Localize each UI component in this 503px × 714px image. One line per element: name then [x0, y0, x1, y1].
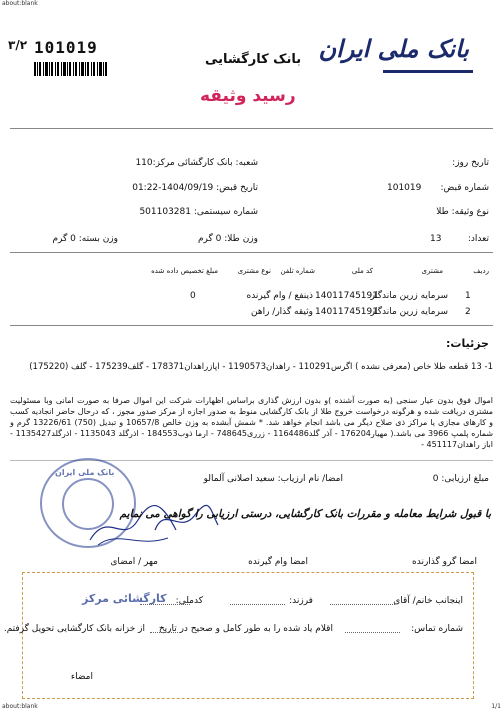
receipt-date: تاریخ قبض: 1404/09/19-01:22	[132, 183, 258, 193]
signature-borrower: امضا وام گیرنده	[248, 557, 308, 567]
page-number: 1/1	[491, 703, 501, 710]
table-cell-idx: 2	[465, 307, 471, 317]
receipt-no-value: 101019	[387, 183, 422, 193]
system-number: شماره سیستمی: 501103281	[139, 207, 258, 217]
table-cell-amount: 0	[190, 291, 196, 301]
col-customer-type: نوع مشتری	[237, 267, 271, 275]
release-name-field[interactable]	[330, 604, 395, 605]
release-phone-field[interactable]	[345, 632, 400, 633]
count-value: 13	[430, 234, 442, 244]
table-cell-name: سرمایه زرین ماندگار	[370, 291, 448, 301]
header-title: رسید وثیقه	[200, 86, 296, 106]
release-statement: اقلام یاد شده را به طور کامل و صحیح در تاریخ	[158, 624, 333, 634]
divider	[10, 252, 493, 253]
release-date-field[interactable]	[150, 632, 180, 633]
top-url: about:blank	[2, 0, 38, 7]
col-amount: مبلغ تخصیص داده شده	[151, 267, 218, 275]
divider	[10, 128, 493, 129]
divider	[10, 325, 493, 326]
col-customer: مشتری	[421, 267, 443, 275]
appraiser-name: امضا/ نام ارزیاب: سعید اصلانی آلمالو	[203, 474, 343, 484]
release-nid-field[interactable]	[140, 604, 190, 605]
branch-stamp: کارگشائی مرکز	[82, 592, 167, 605]
table-cell-nid: 14011745191	[315, 307, 378, 317]
col-row: ردیف	[473, 267, 489, 275]
table-cell-idx: 1	[465, 291, 471, 301]
release-father-label: فرزند:	[289, 596, 313, 606]
release-father-field[interactable]	[230, 604, 285, 605]
confirmation-statement: با قبول شرایط معامله و مقررات بانک کارگشایی، درستی ارزیابی را گواهی می نمایم	[119, 508, 491, 520]
release-signature-label: امضاء	[70, 672, 93, 682]
release-nid-label: کدملی:	[175, 596, 203, 606]
footer-url: about:blank	[2, 703, 38, 710]
appraisal-amount: مبلغ ارزیابی: 0	[432, 474, 489, 484]
date-label: تاریخ روز:	[452, 158, 489, 168]
release-phone-label: شماره تماس:	[411, 624, 463, 634]
receipt-number: 101019	[34, 38, 98, 57]
signature-pawner: امضا گرو گذارنده	[412, 557, 477, 567]
barcode	[34, 62, 108, 76]
detail-line: 1- 13 قطعه طلا خاص (معرفی نشده ) اگرس110291 - راهدان1190573 - اپازراهدان178371 - گلف175239 - گلف (175220)	[29, 362, 493, 372]
table-cell-type: وثیقه گذار/ راهن	[251, 307, 313, 317]
receipt-no-label: شماره قبض:	[440, 183, 489, 193]
details-title: جزئیات:	[446, 337, 489, 350]
bank-logo: بانک ملی ایران	[318, 34, 469, 63]
table-cell-type: ذینفع / وام گیرنده	[246, 291, 313, 301]
logo-underline	[383, 70, 473, 73]
seal-text: بانک ملی ایران	[55, 468, 115, 477]
col-national-id: کد ملی	[351, 267, 373, 275]
signature-seal: مهر / امضای	[110, 557, 158, 567]
collateral-type: نوع وثیقه: طلا	[436, 207, 489, 217]
gold-weight: وزن طلا: 0 گرم	[197, 234, 258, 244]
table-cell-name: سرمایه زرین ماندگار	[370, 307, 448, 317]
body-text: اموال فوق بدون عیار سنجی (به صورت آشنده )و بدون ارزش گذاری براساس اظهارات شرکت این اموال صرفا به صورت امانی وبا مسئولیت مشتری دریافت شده و هرگونه درخواست خروج طلا از بانک کارگشایی منوط به صدور اجازه از مرکز صدور مجوز ، که درحال حاضر انجادیه کسب و کارهای مجازی یا مراکز ذی صلاح دیگر می باشد انجام خواهد شد. * شمش آبشده به وزن خالص 10657/8 و تبدیل (750) 13226/61 گرم و شماره پلمپ 3966 می باشد.( مهیار176204 - آذر گلد1164486 - زرری748645 - ارما ذوب184553 - اذرگلد 1135043 - اذرگلد1135427 - اباز راهدان451117 -	[10, 396, 494, 449]
col-phone: شماره تلفن	[280, 267, 315, 275]
package-weight: وزن بسته: 0 گرم	[52, 234, 118, 244]
table-cell-nid: 14011745191	[315, 291, 378, 301]
header-bank-name: بانک کارگشایی	[205, 52, 302, 67]
release-name-label: اینجانب خانم/ آقای	[393, 596, 463, 606]
branch: شعبه: بانک کارگشائی مرکز:110	[135, 158, 258, 168]
handwritten-signature	[150, 500, 220, 540]
count-label: تعداد:	[467, 234, 489, 244]
receipt-prefix: ۳/۲	[8, 38, 28, 52]
release-statement-end: از خزانه بانک کارگشایی تحویل گرفتم.	[3, 624, 145, 634]
